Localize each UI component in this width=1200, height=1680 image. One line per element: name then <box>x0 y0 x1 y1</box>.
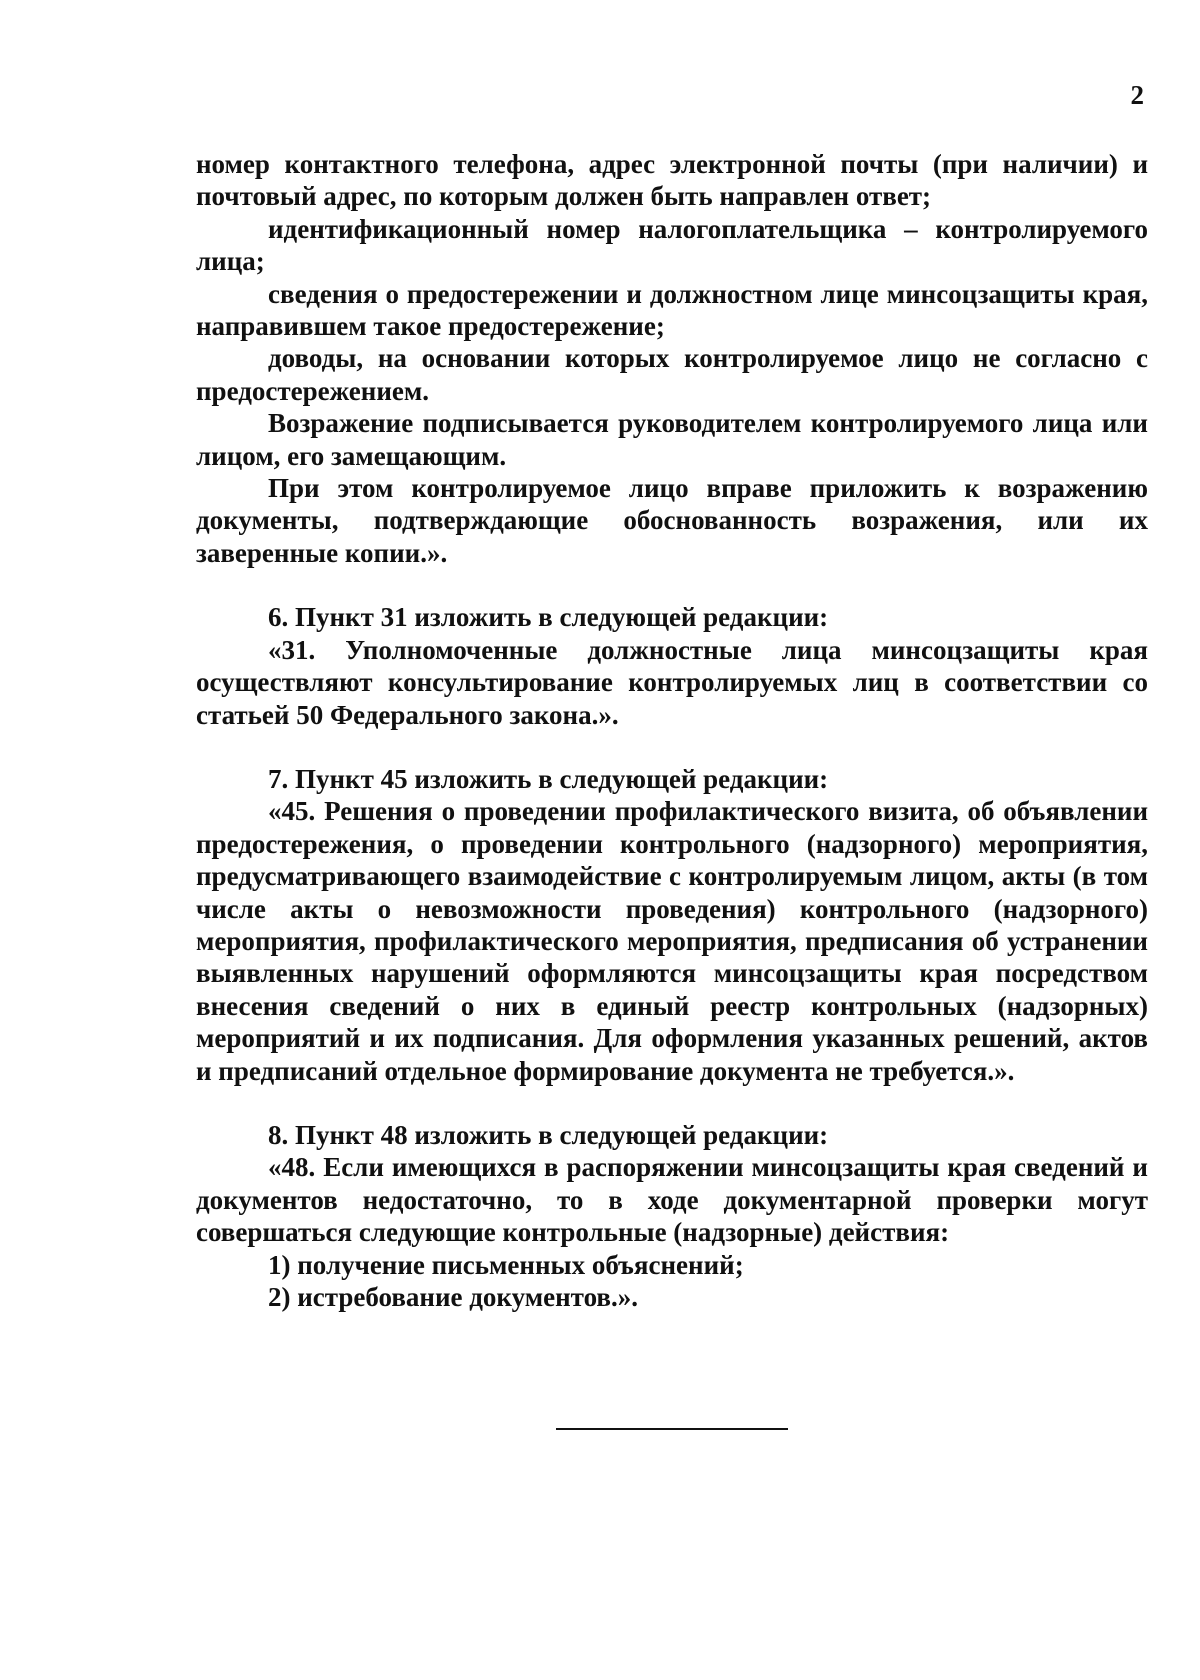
paragraph-attachments: При этом контролируемое лицо вправе приложить к возражению документы, подтверждающие обоснованность возражения, или их заверенные копии.». <box>196 473 1148 568</box>
paragraph-warning-info: сведения о предостережении и должностном лице минсоцзащиты края, направившем такое предостережение; <box>196 278 1148 342</box>
section-heading-6: 6. Пункт 31 изложить в следующей редакции: <box>268 602 829 633</box>
paragraph-signature: Возражение подписывается руководителем контролируемого лица или лицом, его замещающим. <box>196 408 1148 471</box>
paragraph-clause-31: «31. Уполномоченные должностные лица минсоцзащиты края осуществляют консультирование контролируемых лиц в соответствии со статьей 50 Федерального закона.». <box>196 634 1148 730</box>
paragraph-arguments: доводы, на основании которых контролируемое лицо не согласно с предостережением. <box>196 343 1148 406</box>
end-of-document-rule <box>556 1428 788 1430</box>
paragraph-contact-details: номер контактного телефона, адрес электронной почты (при наличии) и почтовый адрес, по которым должен быть направлен ответ; <box>196 149 1148 212</box>
paragraph-taxpayer-id: идентификационный номер налогоплательщика – контролируемого лица; <box>196 213 1148 277</box>
section-heading-8: 8. Пункт 48 изложить в следующей редакции: <box>268 1119 829 1150</box>
document-body <box>196 148 1148 1313</box>
section-heading-7: 7. Пункт 45 изложить в следующей редакции: <box>268 763 829 794</box>
page-number: 2 <box>1130 80 1144 110</box>
paragraph-clause-48: «48. Если имеющихся в распоряжении минсоцзащиты края сведений и документов недостаточно, то в ходе документарной проверки могут совершаться следующие контрольные (надзорные) действия: <box>196 1152 1148 1248</box>
list-item-1: 1) получение письменных объяснений; <box>268 1249 744 1280</box>
list-item-2: 2) истребование документов.». <box>268 1282 638 1312</box>
paragraph-clause-45: «45. Решения о проведении профилактического визита, об объявлении предостережения, о проведении контрольного (надзорного) мероприятия, предусматривающего взаимодействие с контролируемым лицом, акты (в том числе акты о невозможности проведения) контрольного (надзорного) мероприятия, профилактического мероприятия, предписания об устранении выявленных нарушений оформляются минсоцзащиты края посредством внесения сведений о них в единый реестр контрольных (надзорных) мероприятий и их подписания. Для оформления указанных решений, актов и предписаний отдельное формирование документа не требуется.». <box>196 796 1148 1086</box>
